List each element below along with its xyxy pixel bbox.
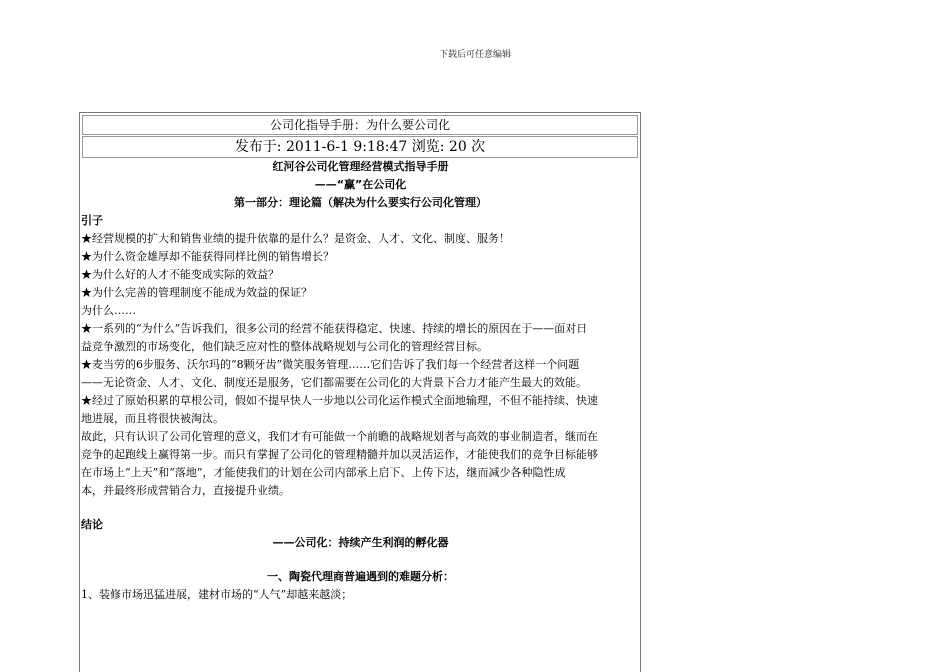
body-line: ★为什么好的人才不能变成实际的效益？ — [81, 268, 279, 281]
body-line: 竞争的起跑线上赢得第一步。而只有掌握了公司化的管理精髓并加以灵活运作，才能使我们的竞争目标能够 — [81, 448, 598, 461]
article-frame — [79, 112, 641, 672]
body-line: ★麦当劳的6步服务、沃尔玛的“8颗牙齿”微笑服务管理……它们告诉了我们每一个经营者这样一个问题 — [81, 358, 580, 371]
section-intro-label: 引子 — [81, 214, 103, 227]
incubator-heading: ——公司化：持续产生利润的孵化器 — [272, 536, 449, 549]
part-heading: 第一部分：理论篇（解决为什么要实行公司化管理） — [234, 196, 487, 209]
body-line: ★一系列的“为什么”告诉我们，很多公司的经营不能获得稳定、快速、持续的增长的原因在于——面对日 — [81, 322, 588, 335]
body-line: 益竞争激烈的市场变化，他们缺乏应对性的整体战略规划与公司化的管理经营目标。 — [81, 340, 488, 353]
spacer — [81, 500, 640, 516]
publish-info: 发布于: 2011-6-1 9:18:47 浏览: 20 次 — [82, 136, 638, 158]
article-title: 公司化指导手册：为什么要公司化 — [82, 115, 638, 135]
body-line: ——无论资金、人才、文化、制度还是服务，它们都需要在公司化的大背景下合力才能产生最大的效能。 — [81, 376, 587, 389]
body-line: 地进展，而且将很快被淘汰。 — [81, 412, 224, 425]
body-line: ★为什么完善的管理制度不能成为效益的保证？ — [81, 286, 312, 299]
section-conclusion-label: 结论 — [81, 518, 103, 531]
body-line: 1、装修市场迅猛进展，建材市场的“人气”却越来越淡； — [81, 588, 353, 601]
body-line: ★经过了原始积累的草根公司，假如不提早快人一步地以公司化运作模式全面地输理，不但不能持续、快速 — [81, 394, 598, 407]
body-line: ★为什么资金雄厚却不能获得同样比例的销售增长？ — [81, 250, 334, 263]
body-line: 故此，只有认识了公司化管理的意义，我们才有可能做一个前瞻的战略规划者与高效的事业制造者，继而在 — [81, 430, 598, 443]
body-line: ★经营规模的扩大和销售业绩的提升依靠的是什么？是资金、人才、文化、制度、服务！ — [81, 232, 510, 245]
body-line: 在市场上“上天”和“落地”，才能使我们的计划在公司内部承上启下、上传下达，继而减少各种隐性成 — [81, 466, 566, 479]
spacer — [81, 552, 640, 568]
article-body — [80, 158, 640, 604]
problems-heading: 一、陶瓷代理商普遍遇到的难题分析： — [267, 570, 454, 583]
body-line: 为什么…… — [81, 304, 136, 317]
main-heading: 红河谷公司化管理经营模式指导手册 — [272, 160, 449, 173]
sub-heading: ——“赢”在公司化 — [314, 178, 407, 191]
top-note: 下载后可任意编辑 — [438, 50, 511, 60]
body-line: 本，并最终形成营销合力，直接提升业绩。 — [81, 484, 290, 497]
